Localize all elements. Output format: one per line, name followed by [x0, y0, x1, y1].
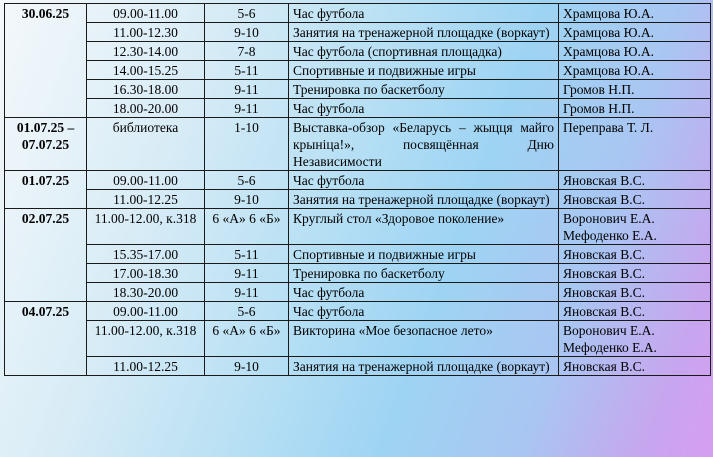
- responsible-cell: Воронович Е.А. Мефоденко Е.А.: [559, 321, 711, 357]
- responsible-cell: Яновская В.С.: [559, 190, 711, 209]
- event-cell: Занятия на тренажерной площадке (воркаут): [289, 357, 559, 376]
- responsible-cell: Яновская В.С.: [559, 245, 711, 264]
- date-cell: 01.07.25 – 07.07.25: [5, 118, 87, 171]
- table-row: [5, 321, 711, 357]
- responsible-cell: Храмцова Ю.А.: [559, 42, 711, 61]
- event-cell: Час футбола: [289, 283, 559, 302]
- grade-cell: 9-10: [205, 357, 289, 376]
- grade-cell: 7-8: [205, 42, 289, 61]
- table-row: [5, 42, 711, 61]
- date-cell: 02.07.25: [5, 209, 87, 302]
- table-row: [5, 80, 711, 99]
- table-row: [5, 357, 711, 376]
- time-cell: 18.30-20.00: [87, 283, 205, 302]
- event-cell: Час футбола: [289, 4, 559, 23]
- time-cell: 15.35-17.00: [87, 245, 205, 264]
- grade-cell: 9-11: [205, 80, 289, 99]
- responsible-cell: Яновская В.С.: [559, 171, 711, 190]
- event-cell: Час футбола: [289, 99, 559, 118]
- table-row: [5, 23, 711, 42]
- event-cell: Выставка-обзор «Беларусь – жыцця майго крыніца!», посвящённая Дню Независимости: [289, 118, 559, 171]
- responsible-cell: Яновская В.С.: [559, 264, 711, 283]
- time-cell: 11.00-12.25: [87, 190, 205, 209]
- event-cell: Час футбола (спортивная площадка): [289, 42, 559, 61]
- grade-cell: 5-6: [205, 302, 289, 321]
- event-cell: Спортивные и подвижные игры: [289, 245, 559, 264]
- event-cell: Тренировка по баскетболу: [289, 80, 559, 99]
- time-cell: 11.00-12.00, к.318: [87, 209, 205, 245]
- grade-cell: 9-11: [205, 283, 289, 302]
- time-cell: 11.00-12.25: [87, 357, 205, 376]
- event-cell: Викторина «Мое безопасное лето»: [289, 321, 559, 357]
- responsible-cell: Переправа Т. Л.: [559, 118, 711, 171]
- responsible-cell: Храмцова Ю.А.: [559, 4, 711, 23]
- table-row: [5, 61, 711, 80]
- time-cell: 16.30-18.00: [87, 80, 205, 99]
- responsible-cell: Громов Н.П.: [559, 99, 711, 118]
- time-cell: библиотека: [87, 118, 205, 171]
- table-row: [5, 209, 711, 245]
- grade-cell: 5-11: [205, 245, 289, 264]
- table-row: [5, 190, 711, 209]
- time-cell: 14.00-15.25: [87, 61, 205, 80]
- responsible-cell: Храмцова Ю.А.: [559, 23, 711, 42]
- event-cell: Тренировка по баскетболу: [289, 264, 559, 283]
- time-cell: 09.00-11.00: [87, 302, 205, 321]
- time-cell: 09.00-11.00: [87, 171, 205, 190]
- date-cell: 04.07.25: [5, 302, 87, 376]
- event-cell: Час футбола: [289, 302, 559, 321]
- event-cell: Занятия на тренажерной площадке (воркаут): [289, 23, 559, 42]
- event-cell: Круглый стол «Здоровое поколение»: [289, 209, 559, 245]
- table-row: [5, 4, 711, 23]
- responsible-cell: Громов Н.П.: [559, 80, 711, 99]
- grade-cell: 6 «А» 6 «Б»: [205, 209, 289, 245]
- responsible-cell: Храмцова Ю.А.: [559, 61, 711, 80]
- time-cell: 12.30-14.00: [87, 42, 205, 61]
- table-row: [5, 118, 711, 171]
- grade-cell: 5-6: [205, 4, 289, 23]
- date-cell: 01.07.25: [5, 171, 87, 209]
- responsible-cell: Яновская В.С.: [559, 283, 711, 302]
- table-row: [5, 283, 711, 302]
- table-row: [5, 171, 711, 190]
- event-cell: Час футбола: [289, 171, 559, 190]
- responsible-cell: Яновская В.С.: [559, 302, 711, 321]
- time-cell: 09.00-11.00: [87, 4, 205, 23]
- time-cell: 11.00-12.00, к.318: [87, 321, 205, 357]
- grade-cell: 1-10: [205, 118, 289, 171]
- event-cell: Спортивные и подвижные игры: [289, 61, 559, 80]
- grade-cell: 5-6: [205, 171, 289, 190]
- date-cell: 30.06.25: [5, 4, 87, 118]
- responsible-cell: Яновская В.С.: [559, 357, 711, 376]
- grade-cell: 9-10: [205, 190, 289, 209]
- time-cell: 18.00-20.00: [87, 99, 205, 118]
- schedule-table: [4, 3, 711, 376]
- table-row: [5, 264, 711, 283]
- grade-cell: 9-11: [205, 99, 289, 118]
- responsible-cell: Воронович Е.А. Мефоденко Е.А.: [559, 209, 711, 245]
- grade-cell: 9-11: [205, 264, 289, 283]
- event-cell: Занятия на тренажерной площадке (воркаут): [289, 190, 559, 209]
- time-cell: 17.00-18.30: [87, 264, 205, 283]
- table-row: [5, 245, 711, 264]
- time-cell: 11.00-12.30: [87, 23, 205, 42]
- table-row: [5, 99, 711, 118]
- grade-cell: 5-11: [205, 61, 289, 80]
- grade-cell: 6 «А» 6 «Б»: [205, 321, 289, 357]
- grade-cell: 9-10: [205, 23, 289, 42]
- table-row: [5, 302, 711, 321]
